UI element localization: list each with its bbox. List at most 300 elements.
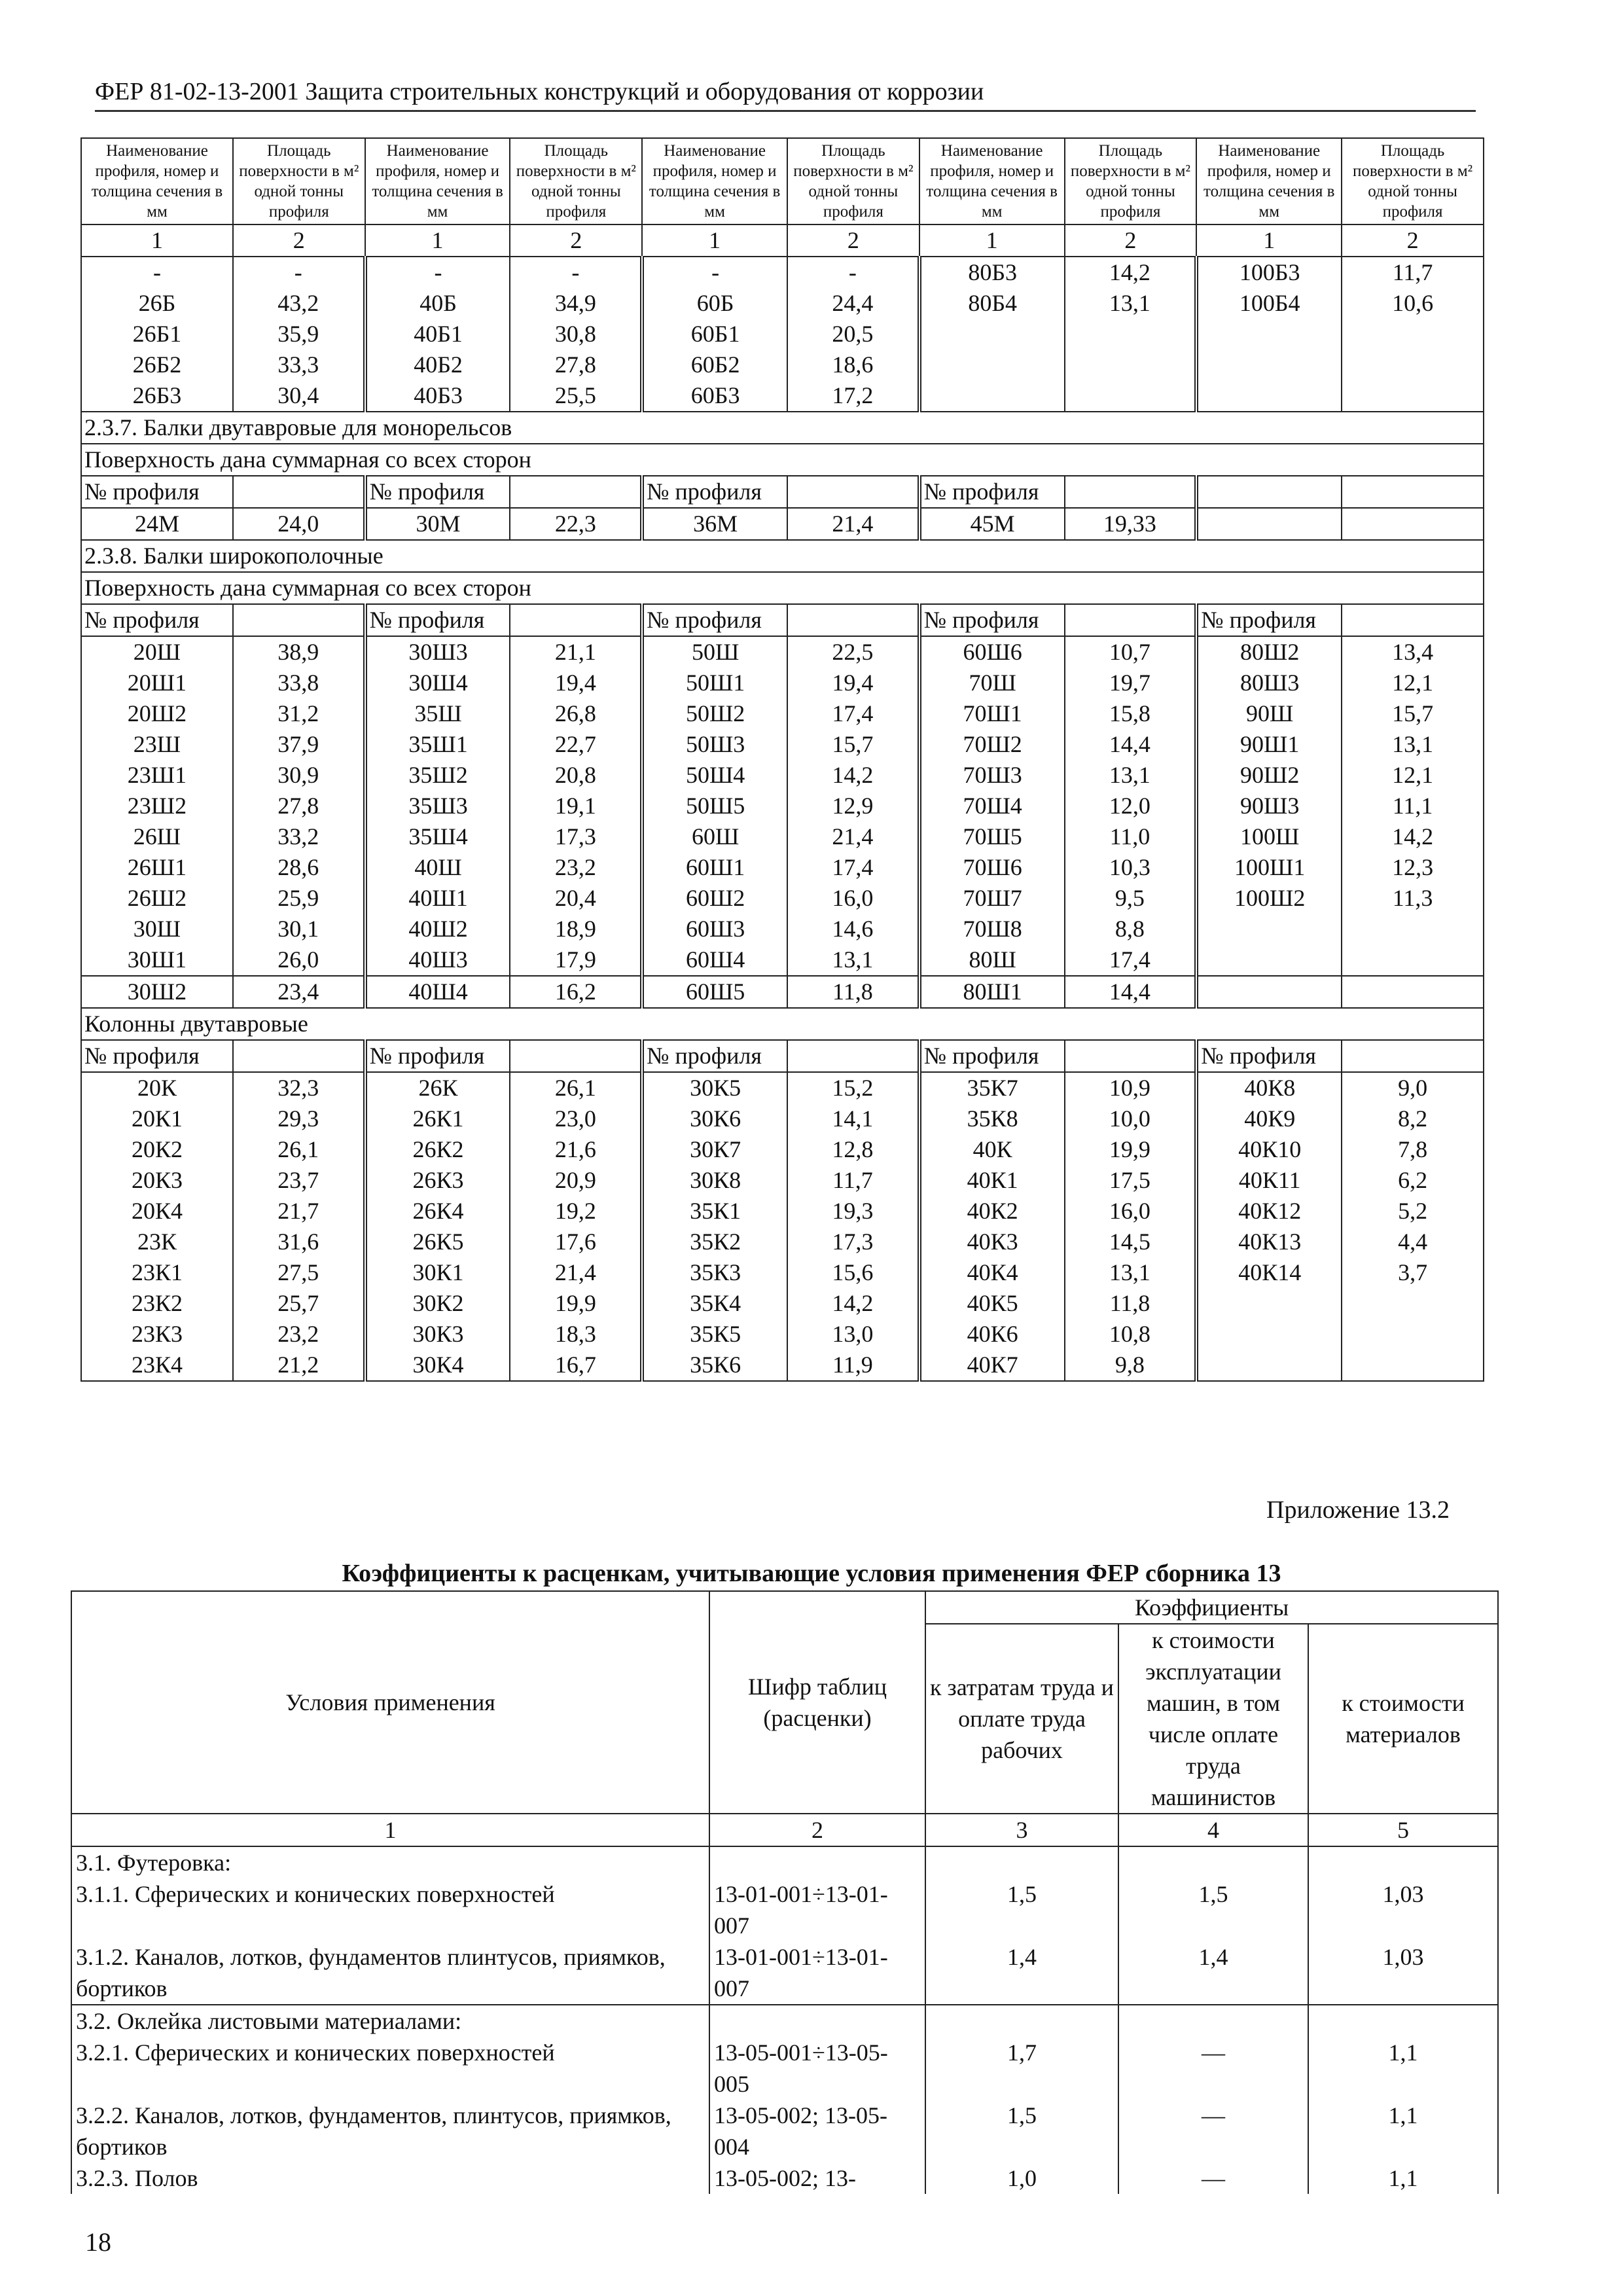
table-row <box>71 1878 1498 1941</box>
area-header-cell <box>510 476 642 508</box>
area-cell: 19,4 <box>787 668 919 698</box>
profile-cell: 35К4 <box>642 1288 787 1319</box>
profile-cell <box>919 350 1065 380</box>
profile-cell: 20К3 <box>81 1165 233 1196</box>
profile-cell <box>1196 1288 1342 1319</box>
material-cell: 1,03 <box>1308 1878 1498 1941</box>
section-title: Колонны двутавровые <box>81 1008 1484 1040</box>
area-cell: 14,4 <box>1065 976 1197 1008</box>
area-cell: 23,4 <box>233 976 365 1008</box>
table-row <box>81 380 1484 412</box>
area-cell: 6,2 <box>1342 1165 1484 1196</box>
code-cell: 13-01-001÷13-01-007 <box>709 1878 925 1941</box>
area-cell: 23,2 <box>510 852 642 883</box>
area-header-cell <box>233 604 365 636</box>
profile-cell: 40Ш <box>365 852 510 883</box>
area-header-cell <box>510 1040 642 1072</box>
area-cell: 9,5 <box>1065 883 1197 914</box>
area-cell: 11,7 <box>1342 257 1484 288</box>
area-cell: 27,8 <box>233 791 365 821</box>
area-cell: 21,4 <box>787 821 919 852</box>
column-number: 1 <box>1196 224 1342 257</box>
area-cell: 19,33 <box>1065 508 1197 540</box>
profile-cell: 50Ш1 <box>642 668 787 698</box>
table-row <box>81 257 1484 288</box>
table-row <box>81 976 1484 1008</box>
profile-number-label: № профиля <box>1196 604 1342 636</box>
area-header-cell <box>1065 604 1197 636</box>
profile-cell: - <box>81 257 233 288</box>
header-table-code: Шифр таблиц (расценки) <box>709 1591 925 1814</box>
profile-number-label: № профиля <box>642 604 787 636</box>
profile-cell <box>1196 1319 1342 1350</box>
column-number: 1 <box>642 224 787 257</box>
area-cell: 13,1 <box>1065 288 1197 319</box>
profile-cell: 80Б4 <box>919 288 1065 319</box>
area-cell: 30,4 <box>233 380 365 412</box>
profile-cell: 26К4 <box>365 1196 510 1227</box>
profile-number-label: № профиля <box>365 604 510 636</box>
table-row <box>81 1319 1484 1350</box>
area-cell: - <box>233 257 365 288</box>
profile-cell: 35К2 <box>642 1227 787 1257</box>
area-header-cell <box>233 1040 365 1072</box>
profile-cell: 24М <box>81 508 233 540</box>
area-header-cell <box>787 1040 919 1072</box>
table-row <box>81 1350 1484 1381</box>
profile-cell: 70Ш6 <box>919 852 1065 883</box>
profile-cell: 23К2 <box>81 1288 233 1319</box>
area-cell: 31,2 <box>233 698 365 729</box>
profile-cell: 60Б1 <box>642 319 787 350</box>
area-cell <box>1342 350 1484 380</box>
table-row <box>81 1288 1484 1319</box>
profile-cell: 100Б4 <box>1196 288 1342 319</box>
table-row <box>81 288 1484 319</box>
profile-cell: 20Ш1 <box>81 668 233 698</box>
area-cell: 25,9 <box>233 883 365 914</box>
area-cell: 19,9 <box>510 1288 642 1319</box>
profile-cell: 23Ш <box>81 729 233 760</box>
area-cell: 13,1 <box>1065 760 1197 791</box>
header-conditions: Условия применения <box>71 1591 709 1814</box>
profile-cell: 40К1 <box>919 1165 1065 1196</box>
section-row <box>81 540 1484 572</box>
profile-cell: 35Ш <box>365 698 510 729</box>
profile-number-label: № профиля <box>919 604 1065 636</box>
condition-cell: 3.2.3. Полов <box>71 2162 709 2194</box>
area-cell <box>1342 1319 1484 1350</box>
area-cell: 14,6 <box>787 914 919 944</box>
column-number: 1 <box>919 224 1065 257</box>
profile-cell: 26Б3 <box>81 380 233 412</box>
area-cell: 17,4 <box>787 698 919 729</box>
material-cell: 1,1 <box>1308 2162 1498 2194</box>
profile-cell: 20Ш2 <box>81 698 233 729</box>
profile-cell: 40Ш4 <box>365 976 510 1008</box>
profile-cell: 40Б <box>365 288 510 319</box>
profile-cell: 35К6 <box>642 1350 787 1381</box>
area-cell: 17,3 <box>787 1227 919 1257</box>
condition-cell: 3.2.1. Сферических и конических поверхностей <box>71 2037 709 2100</box>
coefficients-table-title: Коэффициенты к расценкам, учитывающие условия применения ФЕР сборника 13 <box>342 1560 1281 1587</box>
column-number: 1 <box>365 224 510 257</box>
profile-cell: 40К13 <box>1196 1227 1342 1257</box>
profile-cell: 26Б <box>81 288 233 319</box>
machine-cell: — <box>1118 2100 1308 2162</box>
column-number: 2 <box>709 1814 925 1846</box>
profile-cell <box>1196 380 1342 412</box>
table-row <box>81 944 1484 976</box>
profile-number-label: № профиля <box>1196 1040 1342 1072</box>
area-cell: 17,6 <box>510 1227 642 1257</box>
area-cell: 33,3 <box>233 350 365 380</box>
area-cell: 43,2 <box>233 288 365 319</box>
profile-cell: 20К1 <box>81 1103 233 1134</box>
area-cell: 21,4 <box>787 508 919 540</box>
profile-cell: 100Ш2 <box>1196 883 1342 914</box>
profile-cell: 60Б <box>642 288 787 319</box>
area-cell: 14,2 <box>787 1288 919 1319</box>
header-profile-name: Наименование профиля, номер и толщина сечения в мм <box>365 138 510 224</box>
header-profile-name: Наименование профиля, номер и толщина сечения в мм <box>81 138 233 224</box>
area-cell: 21,4 <box>510 1257 642 1288</box>
area-cell: 11,7 <box>787 1165 919 1196</box>
area-cell <box>1342 1350 1484 1381</box>
column-number: 4 <box>1118 1814 1308 1846</box>
profile-cell: 80Ш3 <box>1196 668 1342 698</box>
area-cell: 35,9 <box>233 319 365 350</box>
profile-cell: 70Ш7 <box>919 883 1065 914</box>
profile-cell: 40Ш1 <box>365 883 510 914</box>
area-cell: 28,6 <box>233 852 365 883</box>
profile-number-label: № профиля <box>365 476 510 508</box>
area-header-cell <box>1065 476 1197 508</box>
header-labor-coefficient: к затратам труда и оплате труда рабочих <box>925 1624 1118 1814</box>
area-cell: 20,9 <box>510 1165 642 1196</box>
area-cell <box>1342 380 1484 412</box>
table-row <box>81 1103 1484 1134</box>
area-cell: 19,7 <box>1065 668 1197 698</box>
area-cell: 25,5 <box>510 380 642 412</box>
area-cell: 12,0 <box>1065 791 1197 821</box>
profile-cell: 70Ш5 <box>919 821 1065 852</box>
area-cell: 21,1 <box>510 636 642 668</box>
profile-number-label: № профиля <box>642 1040 787 1072</box>
table-row <box>71 2005 1498 2037</box>
profile-cell: 35К7 <box>919 1072 1065 1103</box>
profile-cell: 30К2 <box>365 1288 510 1319</box>
table-row <box>81 1227 1484 1257</box>
area-cell: 14,1 <box>787 1103 919 1134</box>
area-cell: 10,7 <box>1065 636 1197 668</box>
area-cell: 30,9 <box>233 760 365 791</box>
area-cell: 10,9 <box>1065 1072 1197 1103</box>
profile-cell <box>1196 508 1342 540</box>
area-cell: 22,7 <box>510 729 642 760</box>
header-coefficients: Коэффициенты <box>925 1591 1498 1624</box>
profile-cell: 23К1 <box>81 1257 233 1288</box>
code-cell <box>709 2005 925 2037</box>
material-cell: 1,03 <box>1308 1941 1498 2005</box>
profile-cell: 90Ш1 <box>1196 729 1342 760</box>
area-cell: 14,4 <box>1065 729 1197 760</box>
profile-cell: 35К3 <box>642 1257 787 1288</box>
area-cell: 15,7 <box>787 729 919 760</box>
condition-cell: 3.1. Футеровка: <box>71 1846 709 1878</box>
profile-cell: 50Ш4 <box>642 760 787 791</box>
profile-cell: 35К5 <box>642 1319 787 1350</box>
header-surface-area: Площадь поверхности в м² одной тонны профиля <box>510 138 642 224</box>
code-cell: 13-01-001÷13-01-007 <box>709 1941 925 2005</box>
area-header-cell <box>233 476 365 508</box>
profile-cell: 100Б3 <box>1196 257 1342 288</box>
material-cell <box>1308 2005 1498 2037</box>
section-title: 2.3.8. Балки широкополочные <box>81 540 1484 572</box>
profile-cell: 30Ш2 <box>81 976 233 1008</box>
profile-cell: 60Ш3 <box>642 914 787 944</box>
profile-cell <box>919 380 1065 412</box>
area-cell: 4,4 <box>1342 1227 1484 1257</box>
column-number: 1 <box>81 224 233 257</box>
area-cell: - <box>787 257 919 288</box>
area-cell: 19,2 <box>510 1196 642 1227</box>
area-cell: 17,4 <box>787 852 919 883</box>
profile-cell: 23Ш2 <box>81 791 233 821</box>
profile-cell: 50Ш2 <box>642 698 787 729</box>
area-cell: 20,8 <box>510 760 642 791</box>
area-cell: 12,1 <box>1342 668 1484 698</box>
area-cell <box>1342 319 1484 350</box>
profile-cell: 26К3 <box>365 1165 510 1196</box>
profile-cell: 35Ш4 <box>365 821 510 852</box>
area-cell: 26,1 <box>510 1072 642 1103</box>
column-number: 2 <box>787 224 919 257</box>
labor-cell <box>925 2005 1118 2037</box>
area-cell: 17,3 <box>510 821 642 852</box>
area-cell: 13,0 <box>787 1319 919 1350</box>
profile-cell: 50Ш3 <box>642 729 787 760</box>
profile-cell: 40К <box>919 1134 1065 1165</box>
profile-number-label: № профиля <box>642 476 787 508</box>
table-row <box>81 1134 1484 1165</box>
profile-cell: 35Ш2 <box>365 760 510 791</box>
area-cell: 26,1 <box>233 1134 365 1165</box>
profile-cell: 36М <box>642 508 787 540</box>
area-cell: 9,8 <box>1065 1350 1197 1381</box>
header-material-coefficient: к стоимости материалов <box>1308 1624 1498 1814</box>
header-profile-name: Наименование профиля, номер и толщина сечения в мм <box>1196 138 1342 224</box>
profile-cell: 40Б1 <box>365 319 510 350</box>
area-cell: 11,0 <box>1065 821 1197 852</box>
profile-cell: 80Ш1 <box>919 976 1065 1008</box>
area-cell: 16,0 <box>1065 1196 1197 1227</box>
area-cell: 9,0 <box>1342 1072 1484 1103</box>
table-row <box>81 350 1484 380</box>
table-row <box>71 2100 1498 2162</box>
profile-cell: 70Ш8 <box>919 914 1065 944</box>
profile-cell: 30Ш <box>81 914 233 944</box>
area-cell: 11,9 <box>787 1350 919 1381</box>
area-cell: 21,6 <box>510 1134 642 1165</box>
header-surface-area: Площадь поверхности в м² одной тонны профиля <box>1342 138 1484 224</box>
profile-cell: 40К4 <box>919 1257 1065 1288</box>
profile-number-label: № профиля <box>365 1040 510 1072</box>
area-cell: 21,7 <box>233 1196 365 1227</box>
area-cell: 24,0 <box>233 508 365 540</box>
area-cell: 14,5 <box>1065 1227 1197 1257</box>
area-cell: 37,9 <box>233 729 365 760</box>
header-surface-area: Площадь поверхности в м² одной тонны профиля <box>1065 138 1197 224</box>
header-profile-name: Наименование профиля, номер и толщина сечения в мм <box>919 138 1065 224</box>
profile-cell: 70Ш3 <box>919 760 1065 791</box>
area-header-cell <box>1065 1040 1197 1072</box>
column-number: 2 <box>233 224 365 257</box>
profile-cell: 60Ш5 <box>642 976 787 1008</box>
column-number: 2 <box>1065 224 1197 257</box>
machine-cell <box>1118 1846 1308 1878</box>
area-cell <box>1342 914 1484 944</box>
area-cell: 17,4 <box>1065 944 1197 976</box>
area-cell: 23,2 <box>233 1319 365 1350</box>
area-cell: 27,8 <box>510 350 642 380</box>
profile-cell: 35Ш3 <box>365 791 510 821</box>
profile-cell: 26Б1 <box>81 319 233 350</box>
profile-cell: 23К3 <box>81 1319 233 1350</box>
code-cell: 13-05-001÷13-05-005 <box>709 2037 925 2100</box>
area-cell: 23,0 <box>510 1103 642 1134</box>
area-cell: - <box>510 257 642 288</box>
area-cell <box>1342 976 1484 1008</box>
area-cell: 8,8 <box>1065 914 1197 944</box>
section-row <box>81 444 1484 476</box>
profile-cell: 30М <box>365 508 510 540</box>
profiles-table-header <box>81 138 1484 224</box>
profile-cell: 26К2 <box>365 1134 510 1165</box>
area-header-cell <box>1342 1040 1484 1072</box>
labor-cell: 1,7 <box>925 2037 1118 2100</box>
profile-cell <box>1196 319 1342 350</box>
profile-cell: 40Ш2 <box>365 914 510 944</box>
area-cell: 19,1 <box>510 791 642 821</box>
profiles-table-column-numbers <box>81 224 1484 257</box>
area-cell: 13,1 <box>1065 1257 1197 1288</box>
profile-number-header-row <box>81 1040 1484 1072</box>
profile-cell <box>1196 350 1342 380</box>
profile-cell: 60Б3 <box>642 380 787 412</box>
profile-cell: 40К6 <box>919 1319 1065 1350</box>
area-cell: 15,7 <box>1342 698 1484 729</box>
profile-cell: 80Ш <box>919 944 1065 976</box>
table-row <box>71 2162 1498 2194</box>
table-row <box>81 1196 1484 1227</box>
profile-cell: 26К1 <box>365 1103 510 1134</box>
profile-cell: 50Ш5 <box>642 791 787 821</box>
profile-cell: 26К <box>365 1072 510 1103</box>
profile-cell: 90Ш2 <box>1196 760 1342 791</box>
area-cell: 27,5 <box>233 1257 365 1288</box>
profile-cell <box>1196 944 1342 976</box>
area-cell: 29,3 <box>233 1103 365 1134</box>
profile-cell: 30К1 <box>365 1257 510 1288</box>
profile-cell: 60Ш4 <box>642 944 787 976</box>
machine-cell: — <box>1118 2162 1308 2194</box>
profile-cell: 26К5 <box>365 1227 510 1257</box>
area-header-cell <box>787 476 919 508</box>
profile-cell: 70Ш <box>919 668 1065 698</box>
header-machine-coefficient: к стоимости эксплуатации машин, в том числе оплате труда машинистов <box>1118 1624 1308 1814</box>
area-header-cell <box>787 604 919 636</box>
profile-cell: 100Ш <box>1196 821 1342 852</box>
area-cell: 11,3 <box>1342 883 1484 914</box>
area-cell: 18,9 <box>510 914 642 944</box>
profile-cell: 30К5 <box>642 1072 787 1103</box>
section-subtitle: Поверхность дана суммарная со всех сторон <box>81 572 1484 604</box>
labor-cell: 1,0 <box>925 2162 1118 2194</box>
table-row <box>81 883 1484 914</box>
profile-cell: 40К12 <box>1196 1196 1342 1227</box>
area-cell: 19,3 <box>787 1196 919 1227</box>
labor-cell: 1,4 <box>925 1941 1118 2005</box>
area-cell: 23,7 <box>233 1165 365 1196</box>
area-cell: 11,8 <box>1065 1288 1197 1319</box>
area-cell: 19,9 <box>1065 1134 1197 1165</box>
area-cell: 24,4 <box>787 288 919 319</box>
profile-cell: 30К6 <box>642 1103 787 1134</box>
profile-cell: 20К <box>81 1072 233 1103</box>
table-row <box>81 1165 1484 1196</box>
condition-cell: 3.2. Оклейка листовыми материалами: <box>71 2005 709 2037</box>
profile-cell <box>919 319 1065 350</box>
column-number: 2 <box>510 224 642 257</box>
profiles-table <box>80 137 1484 1382</box>
labor-cell: 1,5 <box>925 2100 1118 2162</box>
profile-cell: 100Ш1 <box>1196 852 1342 883</box>
area-cell: 18,3 <box>510 1319 642 1350</box>
area-cell: 12,1 <box>1342 760 1484 791</box>
area-cell: 20,5 <box>787 319 919 350</box>
profile-cell: 35К8 <box>919 1103 1065 1134</box>
area-cell: 10,3 <box>1065 852 1197 883</box>
area-cell: 17,5 <box>1065 1165 1197 1196</box>
profile-cell: 23К4 <box>81 1350 233 1381</box>
profile-cell: 70Ш4 <box>919 791 1065 821</box>
profile-cell: 20К4 <box>81 1196 233 1227</box>
area-cell: 13,1 <box>787 944 919 976</box>
profile-cell: 26Б2 <box>81 350 233 380</box>
profile-cell: 23Ш1 <box>81 760 233 791</box>
column-number: 5 <box>1308 1814 1498 1846</box>
header-surface-area: Площадь поверхности в м² одной тонны профиля <box>787 138 919 224</box>
profile-cell: 60Ш2 <box>642 883 787 914</box>
condition-cell: 3.2.2. Каналов, лотков, фундаментов, плинтусов, приямков, бортиков <box>71 2100 709 2162</box>
table-row <box>71 2037 1498 2100</box>
profile-cell: 20Ш <box>81 636 233 668</box>
column-number: 3 <box>925 1814 1118 1846</box>
profile-cell: 30К7 <box>642 1134 787 1165</box>
table-row <box>81 508 1484 540</box>
profile-cell: 40Б2 <box>365 350 510 380</box>
column-number: 1 <box>71 1814 709 1846</box>
area-cell: 11,8 <box>787 976 919 1008</box>
area-cell <box>1342 1288 1484 1319</box>
material-cell: 1,1 <box>1308 2100 1498 2162</box>
profile-cell <box>1196 976 1342 1008</box>
table-row <box>71 1941 1498 2005</box>
labor-cell <box>925 1846 1118 1878</box>
profile-cell: 90Ш3 <box>1196 791 1342 821</box>
area-cell: 30,1 <box>233 914 365 944</box>
